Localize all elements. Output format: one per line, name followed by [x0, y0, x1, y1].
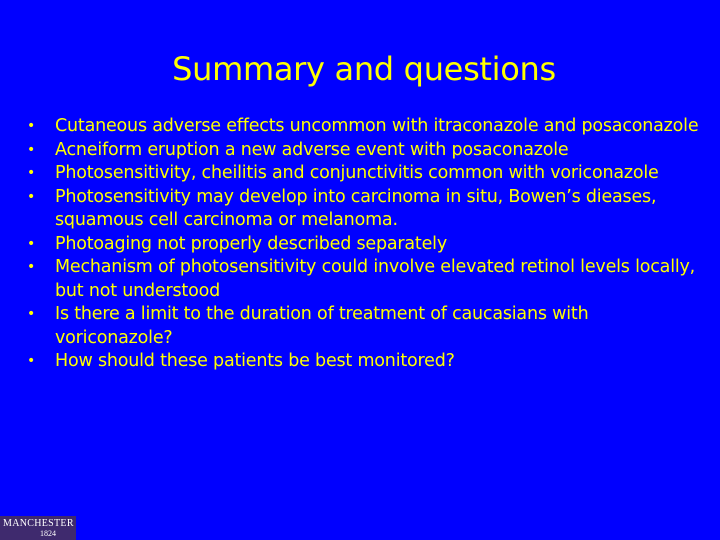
bullet-text: Photosensitivity may develop into carcinoma in situ, Bowen’s dieases, squamous cell carcinoma or melanoma.	[55, 186, 657, 230]
bullet-item	[27, 186, 707, 233]
bullet-list	[27, 115, 707, 374]
logo-name: MANCHESTER	[3, 518, 74, 529]
bullet-dot-icon: •	[27, 141, 36, 158]
bullet-dot-icon: •	[27, 165, 36, 181]
bullet-dot-icon: •	[27, 259, 36, 275]
bullet-item	[27, 256, 707, 303]
bullet-dot-icon: •	[27, 353, 36, 369]
bullet-item	[27, 162, 707, 186]
bullet-dot-icon: •	[27, 118, 36, 134]
slide-title: Summary and questions	[172, 50, 556, 88]
bullet-text: Is there a limit to the duration of treatment of caucasians with voriconazole?	[55, 304, 589, 348]
bullet-dot-icon: •	[27, 235, 36, 252]
bullet-text: Mechanism of photosensitivity could involve elevated retinol levels locally, but not understood	[55, 257, 696, 301]
bullet-text: Photosensitivity, cheilitis and conjunctivitis common with voriconazole	[55, 163, 659, 183]
logo-year: 1824	[40, 529, 56, 538]
bullet-text: Photoaging not properly described separately	[55, 233, 447, 254]
bullet-dot-icon: •	[27, 188, 36, 205]
bullet-item	[27, 115, 707, 139]
bullet-item	[27, 350, 707, 374]
bullet-item	[27, 303, 707, 350]
bullet-item	[27, 139, 707, 163]
bullet-dot-icon: •	[27, 306, 36, 322]
bullet-item	[27, 233, 707, 257]
bullet-text: Cutaneous adverse effects uncommon with itraconazole and posaconazole	[55, 116, 699, 136]
bullet-text: How should these patients be best monitored?	[55, 351, 455, 371]
manchester-logo	[0, 516, 76, 540]
bullet-text: Acneiform eruption a new adverse event with posaconazole	[55, 139, 569, 160]
